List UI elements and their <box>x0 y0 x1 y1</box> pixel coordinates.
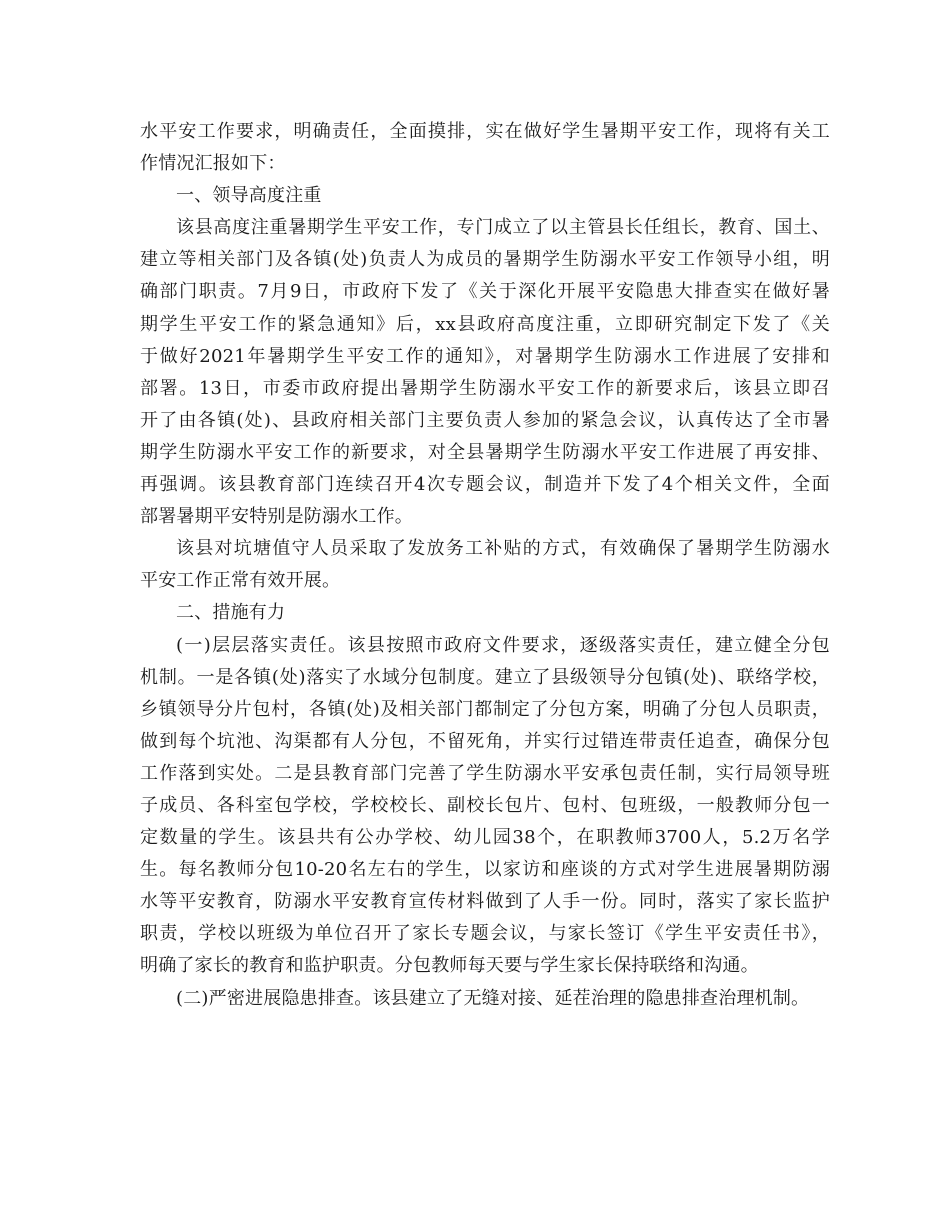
text-line: 期学生防溺水平安工作的新要求，对全县暑期学生防溺水平安工作进展了再安排、 <box>140 441 830 463</box>
text-line: 再强调。该县教育部门连续召开4次专题会议，制造并下发了4个相关文件，全面 <box>140 474 830 496</box>
text-line: 明确了家长的教育和监护职责。分包教师每天要与学生家长保持联络和沟通。 <box>140 955 759 977</box>
text-line: 水等平安教育，防溺水平安教育宣传材料做到了人手一份。同时，落实了家长监护 <box>140 891 830 913</box>
text-line: 职责，学校以班级为单位召开了家长专题会议，与家长签订《学生平安责任书》， <box>140 923 830 945</box>
text-line: 部署。13日，市委市政府提出暑期学生防溺水平安工作的新要求后，该县立即召 <box>140 377 830 399</box>
text-line: 一、领导高度注重 <box>176 185 322 207</box>
text-line: 工作落到实处。二是县教育部门完善了学生防溺水平安承包责任制，实行局领导班 <box>140 762 830 784</box>
text-line: 期学生平安工作的紧急通知》后，xx县政府高度注重，立即研究制定下发了《关 <box>140 313 830 335</box>
text-line: 建立等相关部门及各镇(处)负责人为成员的暑期学生防溺水平安工作领导小组，明 <box>140 249 830 271</box>
text-line: 于做好2021年暑期学生平安工作的通知》，对暑期学生防溺水工作进展了安排和 <box>140 345 830 367</box>
text-line: 生。每名教师分包10-20名左右的学生，以家访和座谈的方式对学生进展暑期防溺 <box>140 859 830 881</box>
text-line: 平安工作正常有效开展。 <box>140 570 341 592</box>
text-line: 部署暑期平安特别是防溺水工作。 <box>140 506 413 528</box>
text-line: 做到每个坑池、沟渠都有人分包，不留死角，并实行过错连带责任追查，确保分包 <box>140 730 830 752</box>
text-line: 该县高度注重暑期学生平安工作，专门成立了以主管县长任组长，教育、国土、 <box>176 217 830 239</box>
text-line: 二、措施有力 <box>176 602 286 624</box>
text-line: 开了由各镇(处)、县政府相关部门主要负责人参加的紧急会议，认真传达了全市暑 <box>140 409 830 431</box>
text-line: 子成员、各科室包学校，学校校长、副校长包片、包村、包班级，一般教师分包一 <box>140 794 830 816</box>
text-line: 确部门职责。7月9日，市政府下发了《关于深化开展平安隐患大排查实在做好暑 <box>140 281 830 303</box>
text-line: 该县对坑塘值守人员采取了发放务工补贴的方式，有效确保了暑期学生防溺水 <box>176 538 830 560</box>
text-line: 定数量的学生。该县共有公办学校、幼儿园38个，在职教师3700人，5.2万名学 <box>140 827 830 849</box>
text-line: 乡镇领导分片包村，各镇(处)及相关部门都制定了分包方案，明确了分包人员职责， <box>140 698 830 720</box>
text-line: (一)层层落实责任。该县按照市政府文件要求，逐级落实责任，建立健全分包 <box>176 634 830 656</box>
text-line: 机制。一是各镇(处)落实了水域分包制度。建立了县级领导分包镇(处)、联络学校， <box>140 666 830 688</box>
document-body <box>140 116 830 1015</box>
text-line: 水平安工作要求，明确责任，全面摸排，实在做好学生暑期平安工作，现将有关工 <box>140 121 830 142</box>
text-line: (二)严密进展隐患排查。该县建立了无缝对接、延茬治理的隐患排查治理机制。 <box>176 987 810 1009</box>
text-line: 作情况汇报如下： <box>140 153 286 175</box>
